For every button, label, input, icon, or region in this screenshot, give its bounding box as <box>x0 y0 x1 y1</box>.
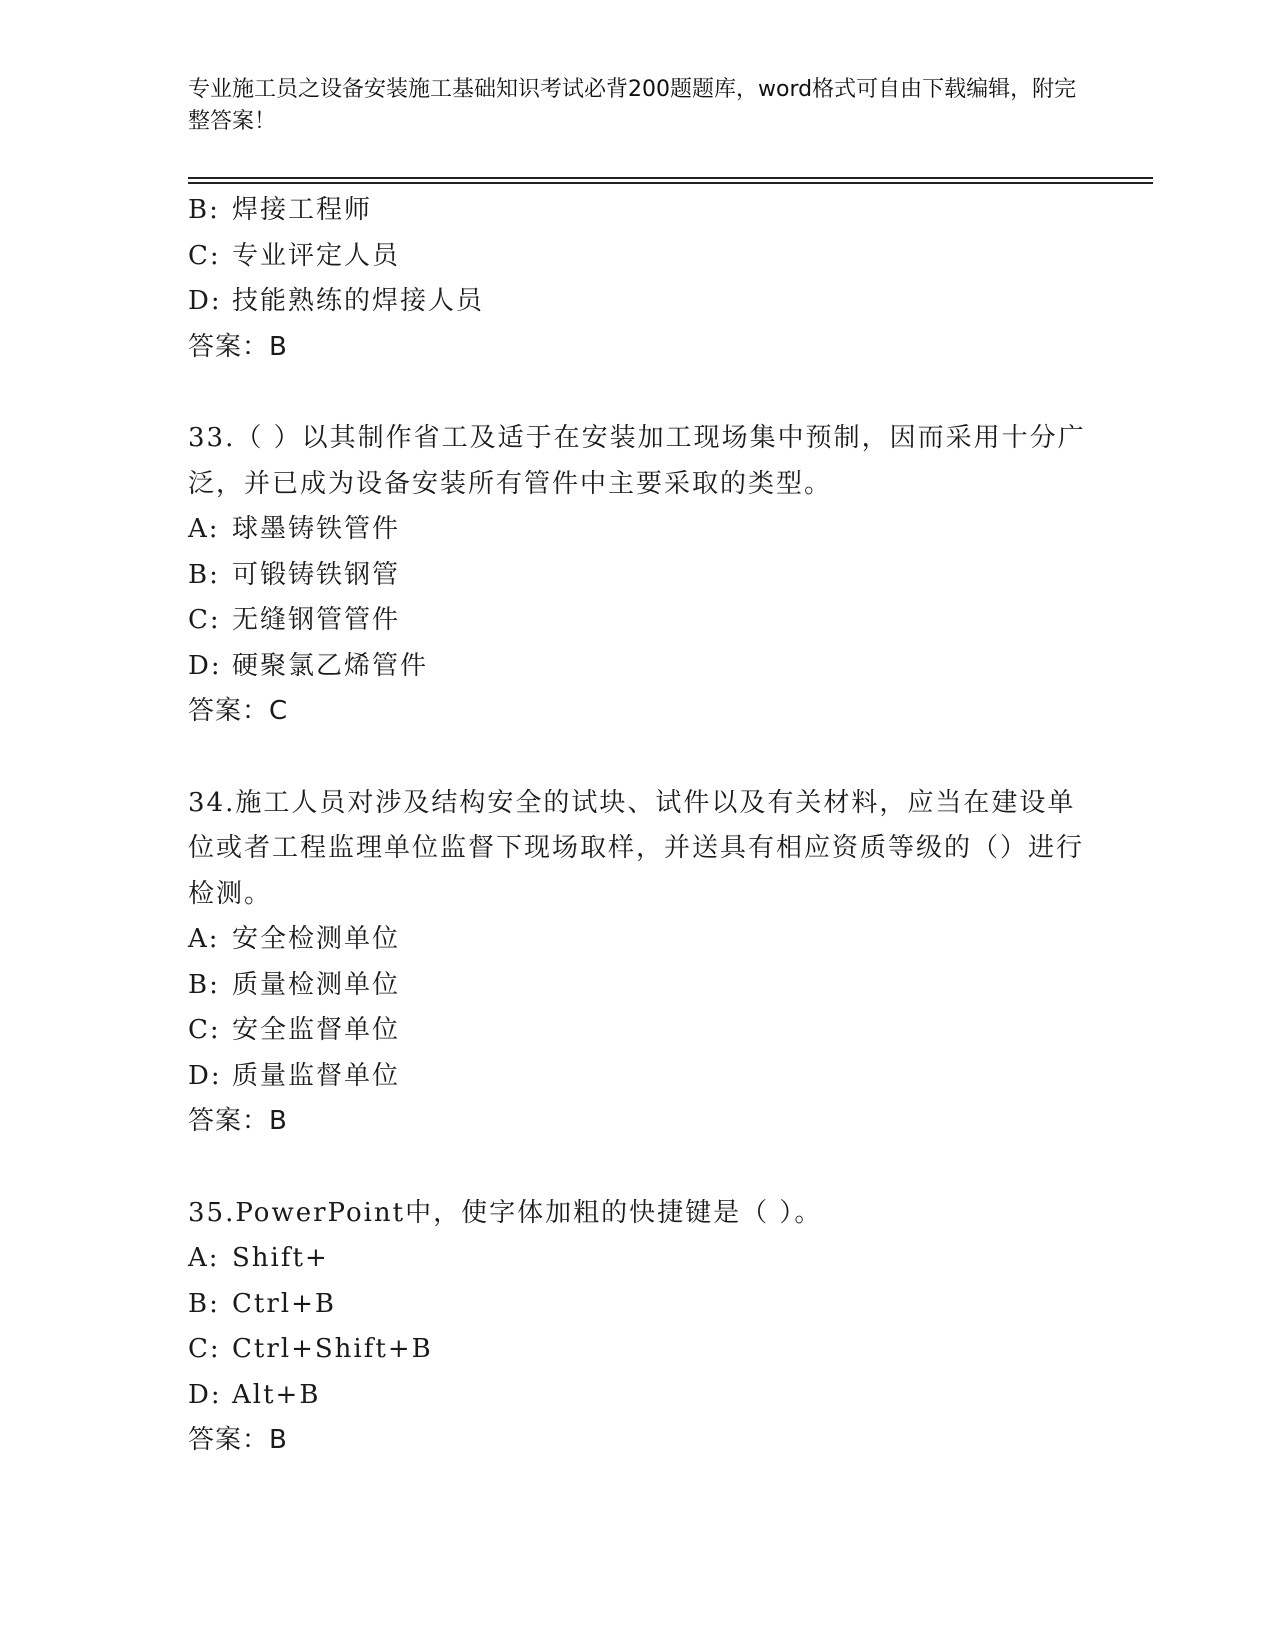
option <box>188 1008 1088 1054</box>
question-stem: 33.（ ）以其制作省工及适于在安装加工现场集中预制，因而采用十分广泛，并已成为设备安装所有管件中主要采取的类型。 <box>188 423 1086 499</box>
question-32-tail <box>188 188 1088 370</box>
option-letter: A: <box>188 924 220 954</box>
option-text: 可锻铸铁钢管 <box>232 559 401 590</box>
option-text: 硬聚氯乙烯管件 <box>232 650 429 681</box>
option <box>188 1236 1088 1282</box>
question-stem: 35.PowerPoint中，使字体加粗的快捷键是（ ）。 <box>188 1197 823 1228</box>
question-33 <box>188 416 1088 735</box>
answer: 答案：B <box>188 1106 288 1136</box>
option <box>188 1373 1088 1419</box>
option-letter: B: <box>188 195 220 225</box>
option-text: Ctrl+Shift+B <box>232 1334 433 1364</box>
question-35 <box>188 1191 1088 1464</box>
option-letter: A: <box>188 1243 220 1273</box>
answer: 答案：C <box>188 696 289 726</box>
option-letter: D: <box>188 1060 222 1091</box>
page-header: 专业施工员之设备安装施工基础知识考试必背200题题库，word格式可自由下载编辑，附完整答案！ <box>188 77 1077 134</box>
option-text: Shift+ <box>232 1243 329 1273</box>
option-letter: C: <box>188 1334 221 1364</box>
option-letter: B: <box>188 969 220 1000</box>
document-body <box>188 188 1088 1464</box>
option-text: 焊接工程师 <box>232 195 373 225</box>
option <box>188 234 1088 280</box>
option <box>188 1327 1088 1373</box>
option-text: 安全监督单位 <box>232 1015 401 1045</box>
option-letter: C: <box>188 605 221 635</box>
question-34 <box>188 781 1088 1145</box>
option-text: 技能熟练的焊接人员 <box>232 286 485 316</box>
answer: 答案：B <box>188 331 288 362</box>
option-text: 质量检测单位 <box>232 969 401 1000</box>
option <box>188 963 1088 1009</box>
header-divider-top <box>188 177 1153 179</box>
option <box>188 1054 1088 1100</box>
option-text: 球墨铸铁管件 <box>232 514 401 544</box>
option-text: 安全检测单位 <box>232 924 401 954</box>
option-letter: B: <box>188 1288 220 1319</box>
answer: 答案：B <box>188 1425 288 1455</box>
option-letter: A: <box>188 514 220 544</box>
option-text: 质量监督单位 <box>232 1060 401 1091</box>
option <box>188 553 1088 599</box>
option-letter: D: <box>188 650 222 681</box>
option <box>188 598 1088 644</box>
option-letter: B: <box>188 559 220 590</box>
option-letter: D: <box>188 286 222 316</box>
option-letter: D: <box>188 1379 222 1410</box>
option <box>188 188 1088 234</box>
option-text: 无缝钢管管件 <box>232 605 401 635</box>
option <box>188 507 1088 553</box>
option-text: Ctrl+B <box>232 1288 336 1319</box>
option-text: Alt+B <box>232 1379 321 1410</box>
option <box>188 917 1088 963</box>
option <box>188 644 1088 690</box>
option <box>188 1282 1088 1328</box>
option-letter: C: <box>188 1015 221 1045</box>
option-letter: C: <box>188 240 221 271</box>
option <box>188 279 1088 325</box>
header-divider-bottom <box>188 182 1153 184</box>
question-stem: 34.施工人员对涉及结构安全的试块、试件以及有关材料，应当在建设单位或者工程监理单位监督下现场取样，并送具有相应资质等级的（）进行检测。 <box>188 787 1085 909</box>
option-text: 专业评定人员 <box>232 240 401 271</box>
